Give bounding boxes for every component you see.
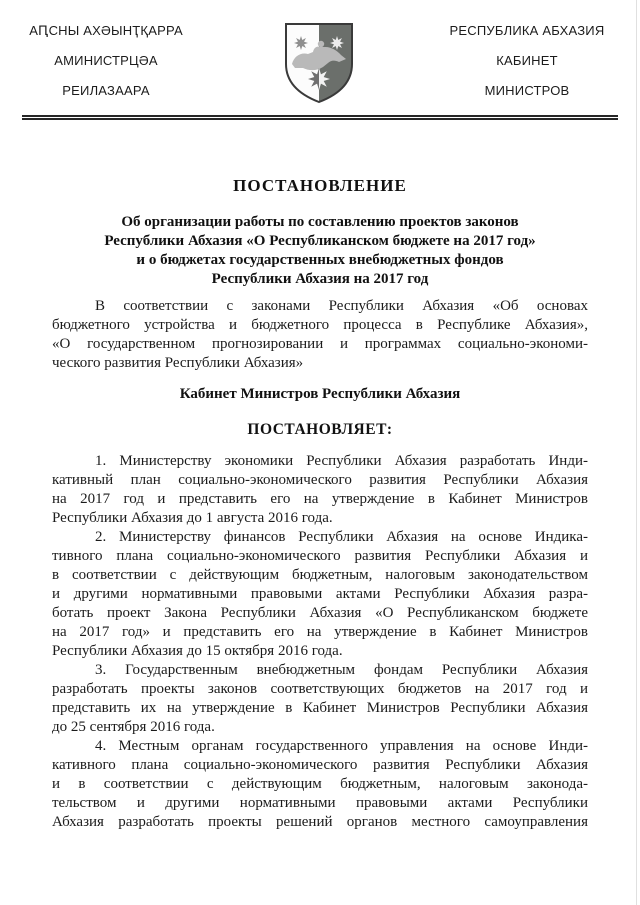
body-line: В соответствии с законами Республики Абхазия «Об основах xyxy=(95,298,588,314)
item-2 xyxy=(52,528,588,661)
document-body xyxy=(0,174,640,832)
org-name-russian xyxy=(426,16,628,106)
body-line: на 2017 год» и представить его на утверждение в Кабинет Министров xyxy=(52,624,588,640)
body-line: в соответствии с действующим бюджетным, налоговым законодательством xyxy=(52,567,588,583)
org-name-abkhazian xyxy=(0,16,212,106)
org-left-line-1: АԤСНЫ АХӘЫНҬҚАРРА xyxy=(29,23,183,38)
body-line: бюджетного устройства и бюджетного процесса в Республике Абхазия», xyxy=(52,317,588,333)
body-line: тивного плана социально-экономического развития Республики Абхазия и xyxy=(52,548,588,564)
body-line: 2. Министерству финансов Республики Абхазия на основе Индика- xyxy=(95,529,588,545)
letterhead-double-rule xyxy=(22,115,618,120)
body-line: Абхазия разработать проекты решений органов местного самоуправления xyxy=(52,814,588,830)
body-line: «О государственном прогнозировании и программах социально-экономи- xyxy=(52,336,588,352)
body-line: и в соответствии с действующим бюджетным, налоговым законода- xyxy=(52,776,588,792)
resolve-word: ПОСТАНОВЛЯЕТ: xyxy=(247,421,393,438)
body-line: тельством и другими нормативными правовыми актами Республики xyxy=(52,795,588,811)
body-line: на 2017 год и представить его на утверждение в Кабинет Министров xyxy=(52,491,588,507)
body-line: до 25 сентября 2016 года. xyxy=(52,719,215,735)
emblem-container xyxy=(212,16,426,104)
subject-line: и о бюджетах государственных внебюджетных фондов xyxy=(136,252,504,268)
body-line: ческого развития Республики Абхазия» xyxy=(52,355,304,371)
org-right-line-2: КАБИНЕТ xyxy=(496,53,558,68)
subject-line: Республики Абхазия на 2017 год xyxy=(211,271,429,287)
scan-edge-artifact xyxy=(636,0,637,905)
preamble-paragraph xyxy=(52,297,588,373)
org-right-line-1: РЕСПУБЛИКА АБХАЗИЯ xyxy=(449,23,605,38)
body-line: разработать проекты законов соответствующих бюджетов на 2017 год и xyxy=(52,681,588,697)
body-line: 3. Государственным внебюджетным фондам Республики Абхазия xyxy=(95,662,588,678)
body-line: ботать проект Закона Республики Абхазия «О Республиканском бюджете xyxy=(52,605,588,621)
body-line: представить их на утверждение в Кабинет Министров Республики Абхазия xyxy=(52,700,588,716)
body-line: и другими нормативными правовыми актами Республики Абхазия разра- xyxy=(52,586,588,602)
item-3 xyxy=(52,661,588,737)
resolution-items xyxy=(52,452,588,832)
org-left-line-2: АМИНИСТРЦӘА xyxy=(54,53,158,68)
body-line: Республики Абхазия до 1 августа 2016 года. xyxy=(52,510,333,526)
org-left-line-3: РЕИЛАЗААРА xyxy=(62,83,150,98)
item-4 xyxy=(52,737,588,832)
body-line: 4. Местным органам государственного управления на основе Инди- xyxy=(95,738,588,754)
issuer-line: Кабинет Министров Республики Абхазия xyxy=(179,386,461,402)
subject-block xyxy=(52,213,588,289)
subject-line: Республики Абхазия «О Республиканском бюджете на 2017 год» xyxy=(104,233,536,249)
abkhazia-coat-of-arms-icon xyxy=(284,22,354,104)
subject-line: Об организации работы по составлению проектов законов xyxy=(121,214,519,230)
body-line: кативный план социально-экономического развития Республики Абхазия xyxy=(52,472,588,488)
org-right-line-3: МИНИСТРОВ xyxy=(484,83,570,98)
body-line: кативного плана социально-экономического развития Республики Абхазия xyxy=(52,757,588,773)
letterhead xyxy=(0,0,640,108)
item-1 xyxy=(52,452,588,528)
document-title: ПОСТАНОВЛЕНИЕ xyxy=(233,176,407,195)
body-line: Республики Абхазия до 15 октября 2016 года. xyxy=(52,643,343,659)
body-line: 1. Министерству экономики Республики Абхазия разработать Инди- xyxy=(95,453,588,469)
